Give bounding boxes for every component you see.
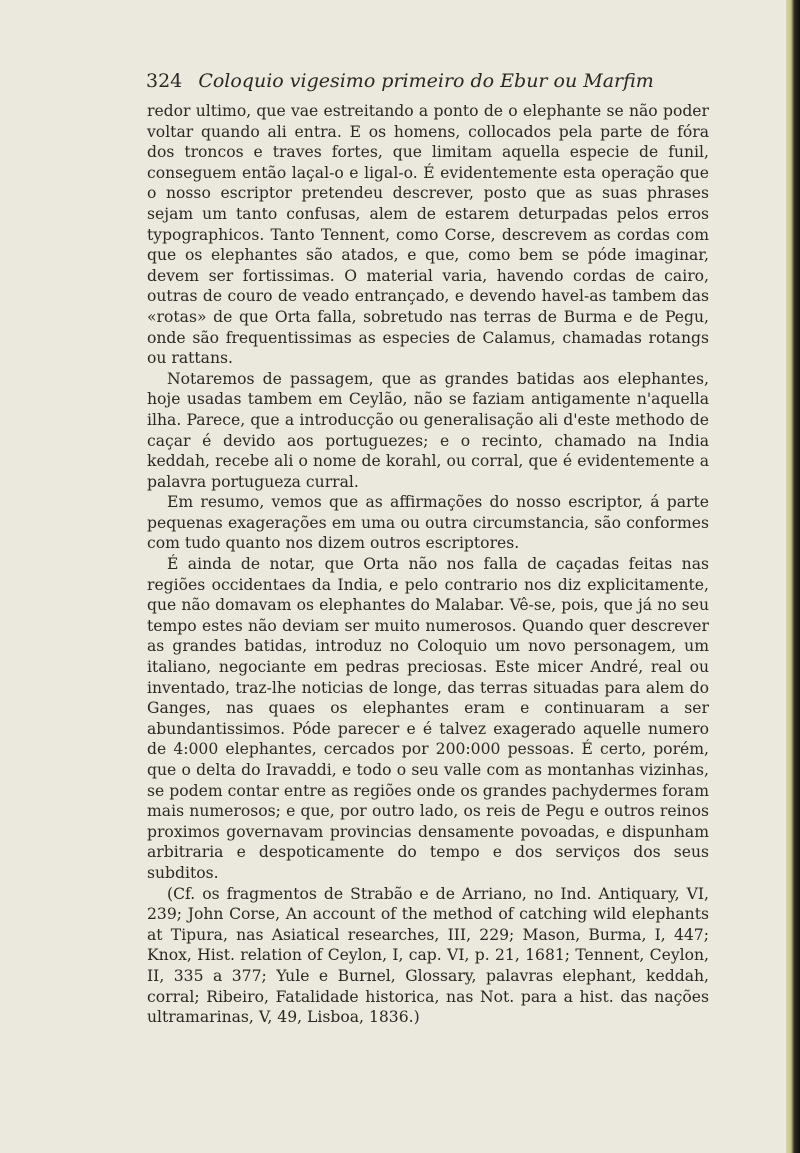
body-text (147, 101, 709, 1028)
running-header (146, 70, 654, 92)
paragraph-5-references: (Cf. os fragmentos de Strabão e de Arriano, no Ind. Antiquary, VI, 239; John Corse, An account of the method of catching wild elephants at Tipura, nas Asiatical researches, III, 229; Mason, Burma, I, 447; Knox, Hist. relation of Ceylon, I, cap. VI, p. 21, 1681; Tennent, Ceylon, II, 335 a 377; Yule e Burnel, Glossary, palavras elephant, keddah, corral; Ribeiro, Fatalidade historica, nas Not. para a hist. das nações ultramarinas, V, 49, Lisboa, 1836.) (147, 884, 709, 1027)
paragraph-3: Em resumo, vemos que as affirmações do nosso escriptor, á parte pequenas exagerações em uma ou outra circumstancia, são conformes com tudo quanto nos dizem outros escriptores. (147, 493, 709, 553)
paragraph-2: Notaremos de passagem, que as grandes batidas aos elephantes, hoje usadas tambem em Ceylão, não se faziam antigamente n'aquella ilha. Parece, que a introducção ou generalisação ali d'este methodo de caçar é devido aos portuguezes; e o recinto, chamado na India keddah, recebe ali o nome de korahl, ou corral, que é evidentemente a palavra portugueza curral. (147, 369, 709, 491)
paragraph-1: redor ultimo, que vae estreitando a ponto de o elephante se não poder voltar quando ali entra. E os homens, collocados pela parte de fóra dos troncos e traves fortes, que limitam aquella especie de funil, conseguem então laçal-o e ligal-o. É evidentemente esta operação que o nosso escriptor pretendeu descrever, posto que as suas phrases sejam um tanto confusas, alem de estarem deturpadas pelos erros typographicos. Tanto Tennent, como Corse, descrevem as cordas com que os elephantes são atados, e que, como bem se póde imaginar, devem ser fortissimas. O material varia, havendo cordas de cairo, outras de couro de veado entrançado, e devendo havel-as tambem das «rotas» de que Orta falla, sobretudo nas terras de Burma e de Pegu, onde são frequentissimas as especies de Calamus, chamadas rotangs ou rattans. (147, 102, 709, 368)
running-title: Coloquio vigesimo primeiro do Ebur ou Marfim (198, 70, 654, 92)
page-edge-shadow (786, 0, 800, 1153)
paragraph-4: É ainda de notar, que Orta não nos falla de caçadas feitas nas regiões occidentaes da India, e pelo contrario nos diz explicitamente, que não domavam os elephantes do Malabar. Vê-se, pois, que já no seu tempo estes não deviam ser muito numerosos. Quando quer descrever as grandes batidas, introduz no Coloquio um novo personagem, um italiano, negociante em pedras preciosas. Este micer André, real ou inventado, traz-lhe noticias de longe, das terras situadas para alem do Ganges, nas quaes os elephantes eram e continuaram a ser abundantissimos. Póde parecer e é talvez exagerado aquelle numero de 4:000 elephantes, cercados por 200:000 pessoas. É certo, porém, que o delta do Iravaddi, e todo o seu valle com as montanhas vizinhas, se podem contar entre as regiões onde os grandes pachydermes foram mais numerosos; e que, por outro lado, os reis de Pegu e outros reinos proximos governavam provincias densamente povoadas, e dispunham arbitraria e despoticamente do tempo e dos serviços dos seus subditos. (147, 555, 709, 882)
page-number: 324 (146, 70, 183, 92)
